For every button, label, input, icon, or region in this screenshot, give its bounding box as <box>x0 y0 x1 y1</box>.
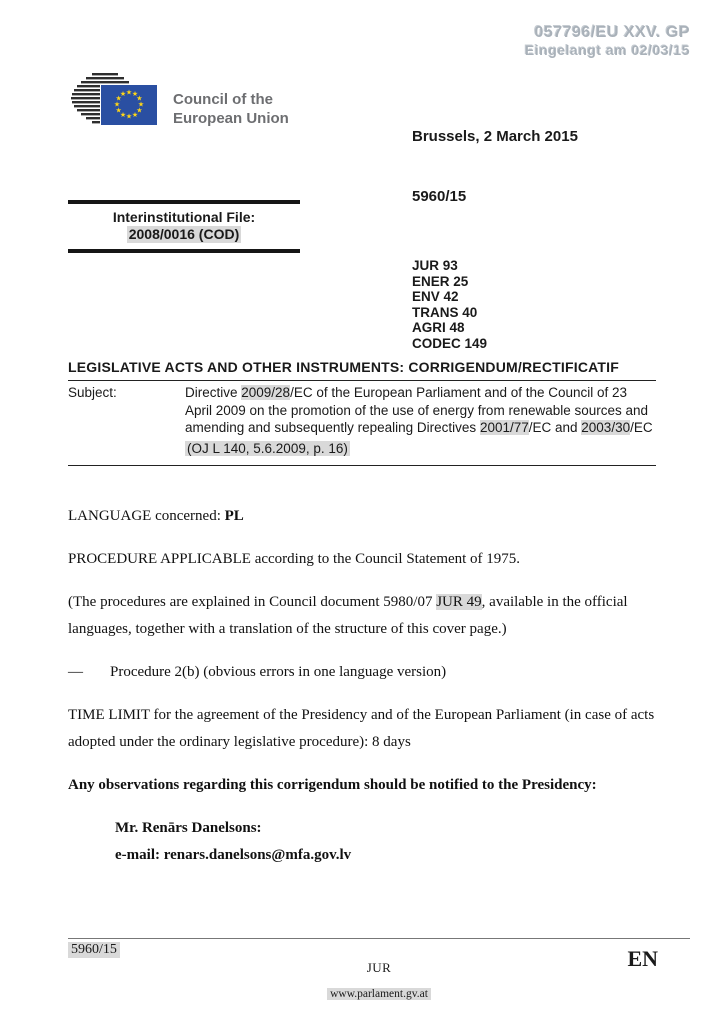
subject-block <box>68 384 656 466</box>
procedures-note-text: , available in the official languages, together with a translation of the structure of this cover page.) <box>68 594 628 637</box>
code-item: JUR 93 <box>412 258 458 273</box>
subject-segment: /EC <box>630 420 653 435</box>
org-name <box>173 90 289 128</box>
document-codes-list <box>412 258 487 351</box>
document-number: 5960/15 <box>412 188 467 205</box>
code-item: ENER 25 <box>412 273 469 289</box>
svg-text:★: ★ <box>115 95 122 103</box>
time-limit-line: TIME LIMIT for the agreement of the Presidency and of the European Parliament (in case of acts adopted under the ordinary legislative procedure): 8 days <box>68 707 655 750</box>
page-footer <box>68 938 690 1008</box>
language-label: LANGUAGE concerned: <box>68 508 225 524</box>
document-title: LEGISLATIVE ACTS AND OTHER INSTRUMENTS: CORRIGENDUM/RECTIFICATIF <box>68 359 656 381</box>
footer-language-code: EN <box>627 946 658 971</box>
svg-text:★: ★ <box>125 113 133 121</box>
oj-reference: (OJ L 140, 5.6.2009, p. 16) <box>187 440 348 456</box>
svg-text:★: ★ <box>136 107 143 115</box>
code-item: AGRI 48 <box>412 320 465 335</box>
council-logo <box>68 73 398 129</box>
code-item: ENV 42 <box>412 289 459 304</box>
procedures-note-text: (The procedures are explained in Council document 5980/07 <box>68 594 437 610</box>
procedures-note-highlight: JUR 49 <box>436 594 482 610</box>
footer-url: www.parlament.gv.at <box>327 988 431 1000</box>
svg-text:★: ★ <box>136 95 143 103</box>
stamp-received-date: Eingelangt am 02/03/15 <box>524 42 690 58</box>
subject-segment: /EC of the European Parliament and of the Council of 23 April 2009 on the promotion of the use of energy from renewable sources and amending and subsequently repealing Directives <box>185 385 649 435</box>
svg-text:★: ★ <box>119 91 127 99</box>
procedures-note <box>68 589 668 643</box>
procedure-applicable-line: PROCEDURE APPLICABLE according to the Council Statement of 1975. <box>68 551 521 567</box>
observations-line: Any observations regarding this corrigendum should be notified to the Presidency: <box>68 777 597 793</box>
interinstitutional-file-label: Interinstitutional File: <box>112 209 256 225</box>
language-line <box>68 503 668 530</box>
code-item: TRANS 40 <box>412 304 478 320</box>
contact-email: e-mail: renars.danelsons@mfa.gov.lv <box>115 847 352 863</box>
procedure-item <box>68 659 668 686</box>
footer-department: JUR <box>366 960 392 975</box>
svg-text:★: ★ <box>119 111 127 119</box>
language-value: PL <box>224 508 244 524</box>
svg-text:★: ★ <box>115 107 122 115</box>
contact-name: Mr. Renārs Danelsons: <box>115 820 262 836</box>
eu-flag-icon <box>100 84 158 126</box>
body-text <box>68 503 668 869</box>
org-name-line2: European Union <box>173 110 289 127</box>
subject-text <box>185 384 656 437</box>
svg-text:★: ★ <box>137 101 145 109</box>
svg-text:★: ★ <box>131 111 139 119</box>
svg-text:★: ★ <box>113 101 121 109</box>
org-name-line1: Council of the <box>173 91 273 108</box>
interinstitutional-file-box <box>68 200 300 253</box>
interinstitutional-file-number: 2008/0016 (COD) <box>128 226 240 242</box>
subject-label: Subject: <box>68 385 117 400</box>
subject-segment: Directive <box>185 385 242 400</box>
subject-divider <box>68 465 656 466</box>
code-item: CODEC 149 <box>412 335 488 351</box>
registration-stamp <box>525 24 690 59</box>
procedure-item-dash: — <box>68 664 83 680</box>
footer-divider <box>68 938 690 939</box>
subject-segment-highlighted: 2009/28 <box>241 385 291 400</box>
svg-text:★: ★ <box>125 89 133 97</box>
subject-segment-highlighted: 2003/30 <box>581 420 631 435</box>
place-and-date: Brussels, 2 March 2015 <box>412 128 578 145</box>
stamp-reference-number: 057796/EU XXV. GP <box>534 24 690 41</box>
svg-text:★: ★ <box>131 91 139 99</box>
subject-segment: /EC and <box>528 420 582 435</box>
footer-document-number: 5960/15 <box>68 942 120 958</box>
subject-segment-highlighted: 2001/77 <box>479 420 529 435</box>
procedure-item-text: Procedure 2(b) (obvious errors in one language version) <box>110 664 447 680</box>
